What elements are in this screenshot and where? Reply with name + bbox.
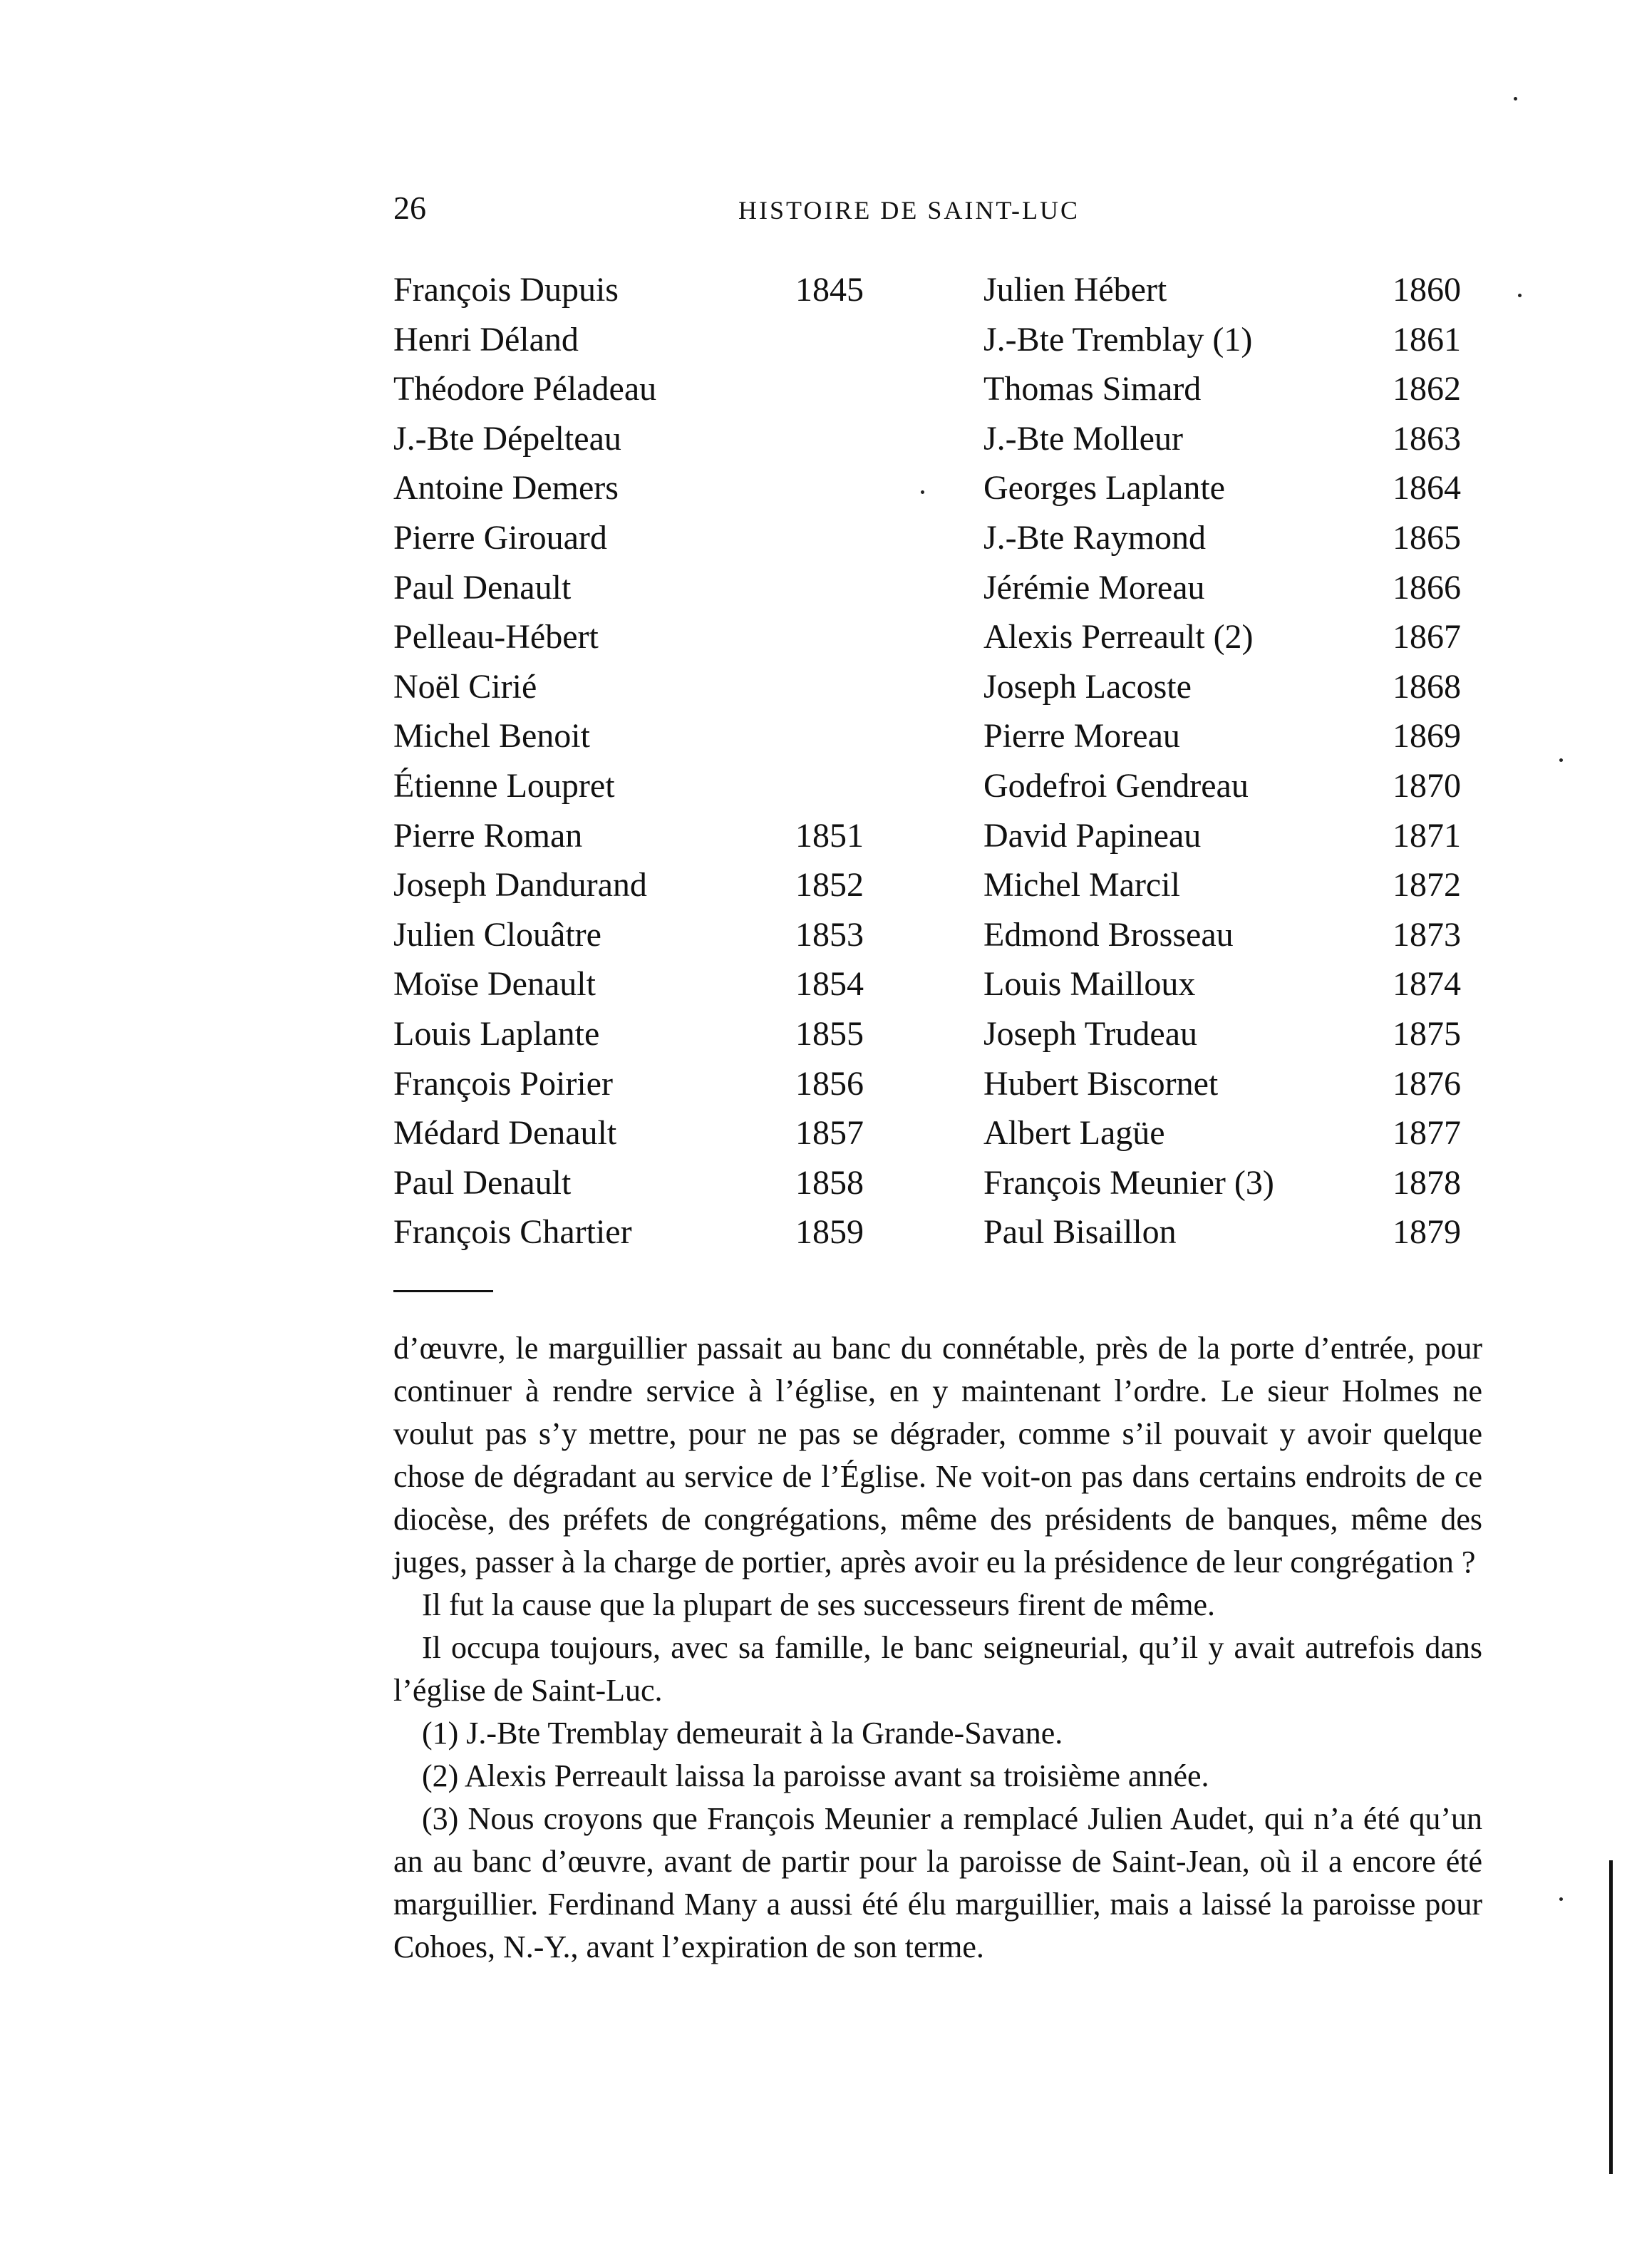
warden-year: 1855 — [795, 1014, 864, 1053]
warden-year: 1853 — [795, 915, 864, 954]
footnote: (3) Nous croyons que François Meunier a remplacé Julien Audet, qui n’a été qu’un an au banc d’œuvre, avant de partir pour la paroisse de Saint-Jean, où il a encore été marguillier. Ferdinand Many a aussi été élu marguillier, mais a laissé la paroisse pour Cohoes, N.-Y., avant l’expiration de son terme. — [393, 1801, 1482, 1964]
warden-name: Hubert Biscornet — [983, 1064, 1219, 1103]
warden-name: Louis Laplante — [393, 1014, 600, 1053]
warden-year: 1858 — [795, 1163, 864, 1202]
warden-year: 1854 — [795, 965, 864, 1004]
warden-year: 1874 — [1393, 965, 1461, 1004]
churchwarden-list-left — [393, 265, 892, 1257]
warden-name: François Chartier — [393, 1213, 632, 1252]
warden-name: François Poirier — [393, 1064, 613, 1103]
page-number: 26 — [393, 190, 426, 226]
warden-year: 1856 — [795, 1064, 864, 1103]
note-paragraph: d’œuvre, le marguillier passait au banc du connétable, près de la porte d’entrée, pour continuer à rendre service à l’église, en y maintenant l’ordre. Le sieur Holmes ne voulut pas s’y mettre, pour ne pas se dégrader, comme s’il pouvait y avoir quelque chose de dégradant au service de l’Église. Ne voit-on pas dans certains endroits de ce diocèse, des préfets de congrégations, même des présidents de banques, même des juges, passer à la charge de portier, après avoir eu la présidence de leur congrégation ? — [393, 1331, 1482, 1579]
list-entry — [983, 563, 1497, 613]
warden-name: Georges Laplante — [983, 469, 1225, 507]
warden-name: Pierre Roman — [393, 816, 583, 855]
warden-year: 1866 — [1393, 568, 1461, 607]
warden-name: Paul Bisaillon — [983, 1213, 1177, 1252]
list-entry — [983, 860, 1497, 910]
list-entry — [393, 761, 892, 811]
warden-year: 1865 — [1393, 518, 1461, 557]
warden-year: 1869 — [1393, 717, 1461, 756]
warden-name: Noël Cirié — [393, 667, 537, 706]
section-divider — [393, 1290, 493, 1292]
warden-name: Julien Hébert — [983, 271, 1167, 309]
list-entry — [393, 364, 892, 414]
running-title: HISTOIRE DE SAINT-LUC — [738, 196, 1080, 225]
warden-name: Alexis Perreault (2) — [983, 618, 1254, 656]
list-entry — [983, 1158, 1497, 1208]
warden-name: Edmond Brosseau — [983, 915, 1234, 954]
warden-name: J.-Bte Raymond — [983, 518, 1206, 557]
scan-speck — [921, 490, 924, 494]
list-entry — [393, 1009, 892, 1059]
list-entry — [393, 463, 892, 513]
churchwarden-list-right — [983, 265, 1497, 1257]
warden-year: 1877 — [1393, 1114, 1461, 1153]
list-entry — [983, 761, 1497, 811]
note-paragraph: Il occupa toujours, avec sa famille, le banc seigneurial, qu’il y avait autrefois dans l’église de Saint-Luc. — [393, 1630, 1482, 1708]
list-entry — [983, 711, 1497, 761]
list-entry — [983, 265, 1497, 315]
list-entry — [983, 414, 1497, 464]
warden-name: Thomas Simard — [983, 370, 1202, 408]
warden-name: Paul Denault — [393, 1163, 572, 1202]
warden-year: 1857 — [795, 1114, 864, 1153]
warden-year: 1873 — [1393, 915, 1461, 954]
warden-year: 1872 — [1393, 866, 1461, 904]
warden-year: 1845 — [795, 271, 864, 309]
warden-year: 1875 — [1393, 1014, 1461, 1053]
warden-name: Godefroi Gendreau — [983, 766, 1249, 805]
warden-name: Louis Mailloux — [983, 965, 1196, 1004]
warden-name: Michel Marcil — [983, 866, 1180, 904]
warden-name: François Meunier (3) — [983, 1163, 1274, 1202]
list-entry — [393, 265, 892, 315]
warden-year: 1859 — [795, 1213, 864, 1252]
warden-name: J.-Bte Molleur — [983, 419, 1183, 458]
scan-speck — [1559, 758, 1563, 762]
list-entry — [983, 463, 1497, 513]
warden-name: Joseph Trudeau — [983, 1014, 1198, 1053]
warden-name: Médard Denault — [393, 1114, 617, 1153]
warden-year: 1864 — [1393, 469, 1461, 507]
warden-name: Étienne Loupret — [393, 766, 615, 805]
warden-year: 1862 — [1393, 370, 1461, 408]
list-entry — [983, 662, 1497, 712]
warden-name: Joseph Dandurand — [393, 866, 647, 904]
list-entry — [393, 959, 892, 1009]
warden-year: 1860 — [1393, 271, 1461, 309]
warden-year: 1851 — [795, 816, 864, 855]
list-entry — [393, 315, 892, 365]
list-entry — [983, 811, 1497, 861]
notes-block — [393, 1327, 1482, 1969]
warden-year: 1852 — [795, 866, 864, 904]
list-entry — [393, 1158, 892, 1208]
warden-name: Michel Benoit — [393, 717, 590, 756]
warden-year: 1863 — [1393, 419, 1461, 458]
scan-speck — [1559, 1897, 1563, 1901]
list-entry — [983, 315, 1497, 365]
list-entry — [983, 612, 1497, 662]
list-entry — [393, 1059, 892, 1109]
list-entry — [983, 1059, 1497, 1109]
warden-year: 1876 — [1393, 1064, 1461, 1103]
note-paragraph: Il fut la cause que la plupart de ses successeurs firent de même. — [422, 1587, 1216, 1622]
scan-speck — [1514, 97, 1517, 100]
warden-name: Pelleau-Hébert — [393, 618, 599, 656]
scan-speck — [1518, 294, 1522, 297]
warden-year: 1871 — [1393, 816, 1461, 855]
warden-name: Henri Déland — [393, 320, 579, 359]
warden-name: Théodore Péladeau — [393, 370, 657, 408]
list-entry — [393, 811, 892, 861]
footnote: (2) Alexis Perreault laissa la paroisse avant sa troisième année. — [422, 1758, 1209, 1793]
warden-name: Jérémie Moreau — [983, 568, 1205, 607]
warden-name: J.-Bte Tremblay (1) — [983, 320, 1253, 359]
warden-year: 1878 — [1393, 1163, 1461, 1202]
warden-name: Pierre Moreau — [983, 717, 1180, 756]
footnote: (1) J.-Bte Tremblay demeurait à la Grande-Savane. — [422, 1716, 1063, 1751]
list-entry — [393, 910, 892, 960]
warden-year: 1870 — [1393, 766, 1461, 805]
warden-name: David Papineau — [983, 816, 1202, 855]
list-entry — [393, 662, 892, 712]
warden-name: Pierre Girouard — [393, 518, 607, 557]
list-entry — [983, 910, 1497, 960]
list-entry — [983, 513, 1497, 563]
list-entry — [983, 1207, 1497, 1257]
warden-year: 1879 — [1393, 1213, 1461, 1252]
scan-margin-bar — [1609, 1860, 1613, 2174]
list-entry — [393, 513, 892, 563]
warden-name: Joseph Lacoste — [983, 667, 1192, 706]
list-entry — [393, 860, 892, 910]
warden-name: François Dupuis — [393, 271, 619, 309]
warden-year: 1868 — [1393, 667, 1461, 706]
warden-name: J.-Bte Dépelteau — [393, 419, 621, 458]
list-entry — [393, 1108, 892, 1158]
warden-name: Antoine Demers — [393, 469, 619, 507]
warden-name: Albert Lagüe — [983, 1114, 1165, 1153]
list-entry — [983, 1108, 1497, 1158]
warden-name: Paul Denault — [393, 568, 572, 607]
warden-year: 1867 — [1393, 618, 1461, 656]
list-entry — [393, 1207, 892, 1257]
list-entry — [983, 959, 1497, 1009]
list-entry — [393, 711, 892, 761]
list-entry — [393, 612, 892, 662]
list-entry — [393, 414, 892, 464]
list-entry — [393, 563, 892, 613]
warden-name: Julien Clouâtre — [393, 915, 601, 954]
list-entry — [983, 364, 1497, 414]
warden-name: Moïse Denault — [393, 965, 596, 1004]
list-entry — [983, 1009, 1497, 1059]
warden-year: 1861 — [1393, 320, 1461, 359]
